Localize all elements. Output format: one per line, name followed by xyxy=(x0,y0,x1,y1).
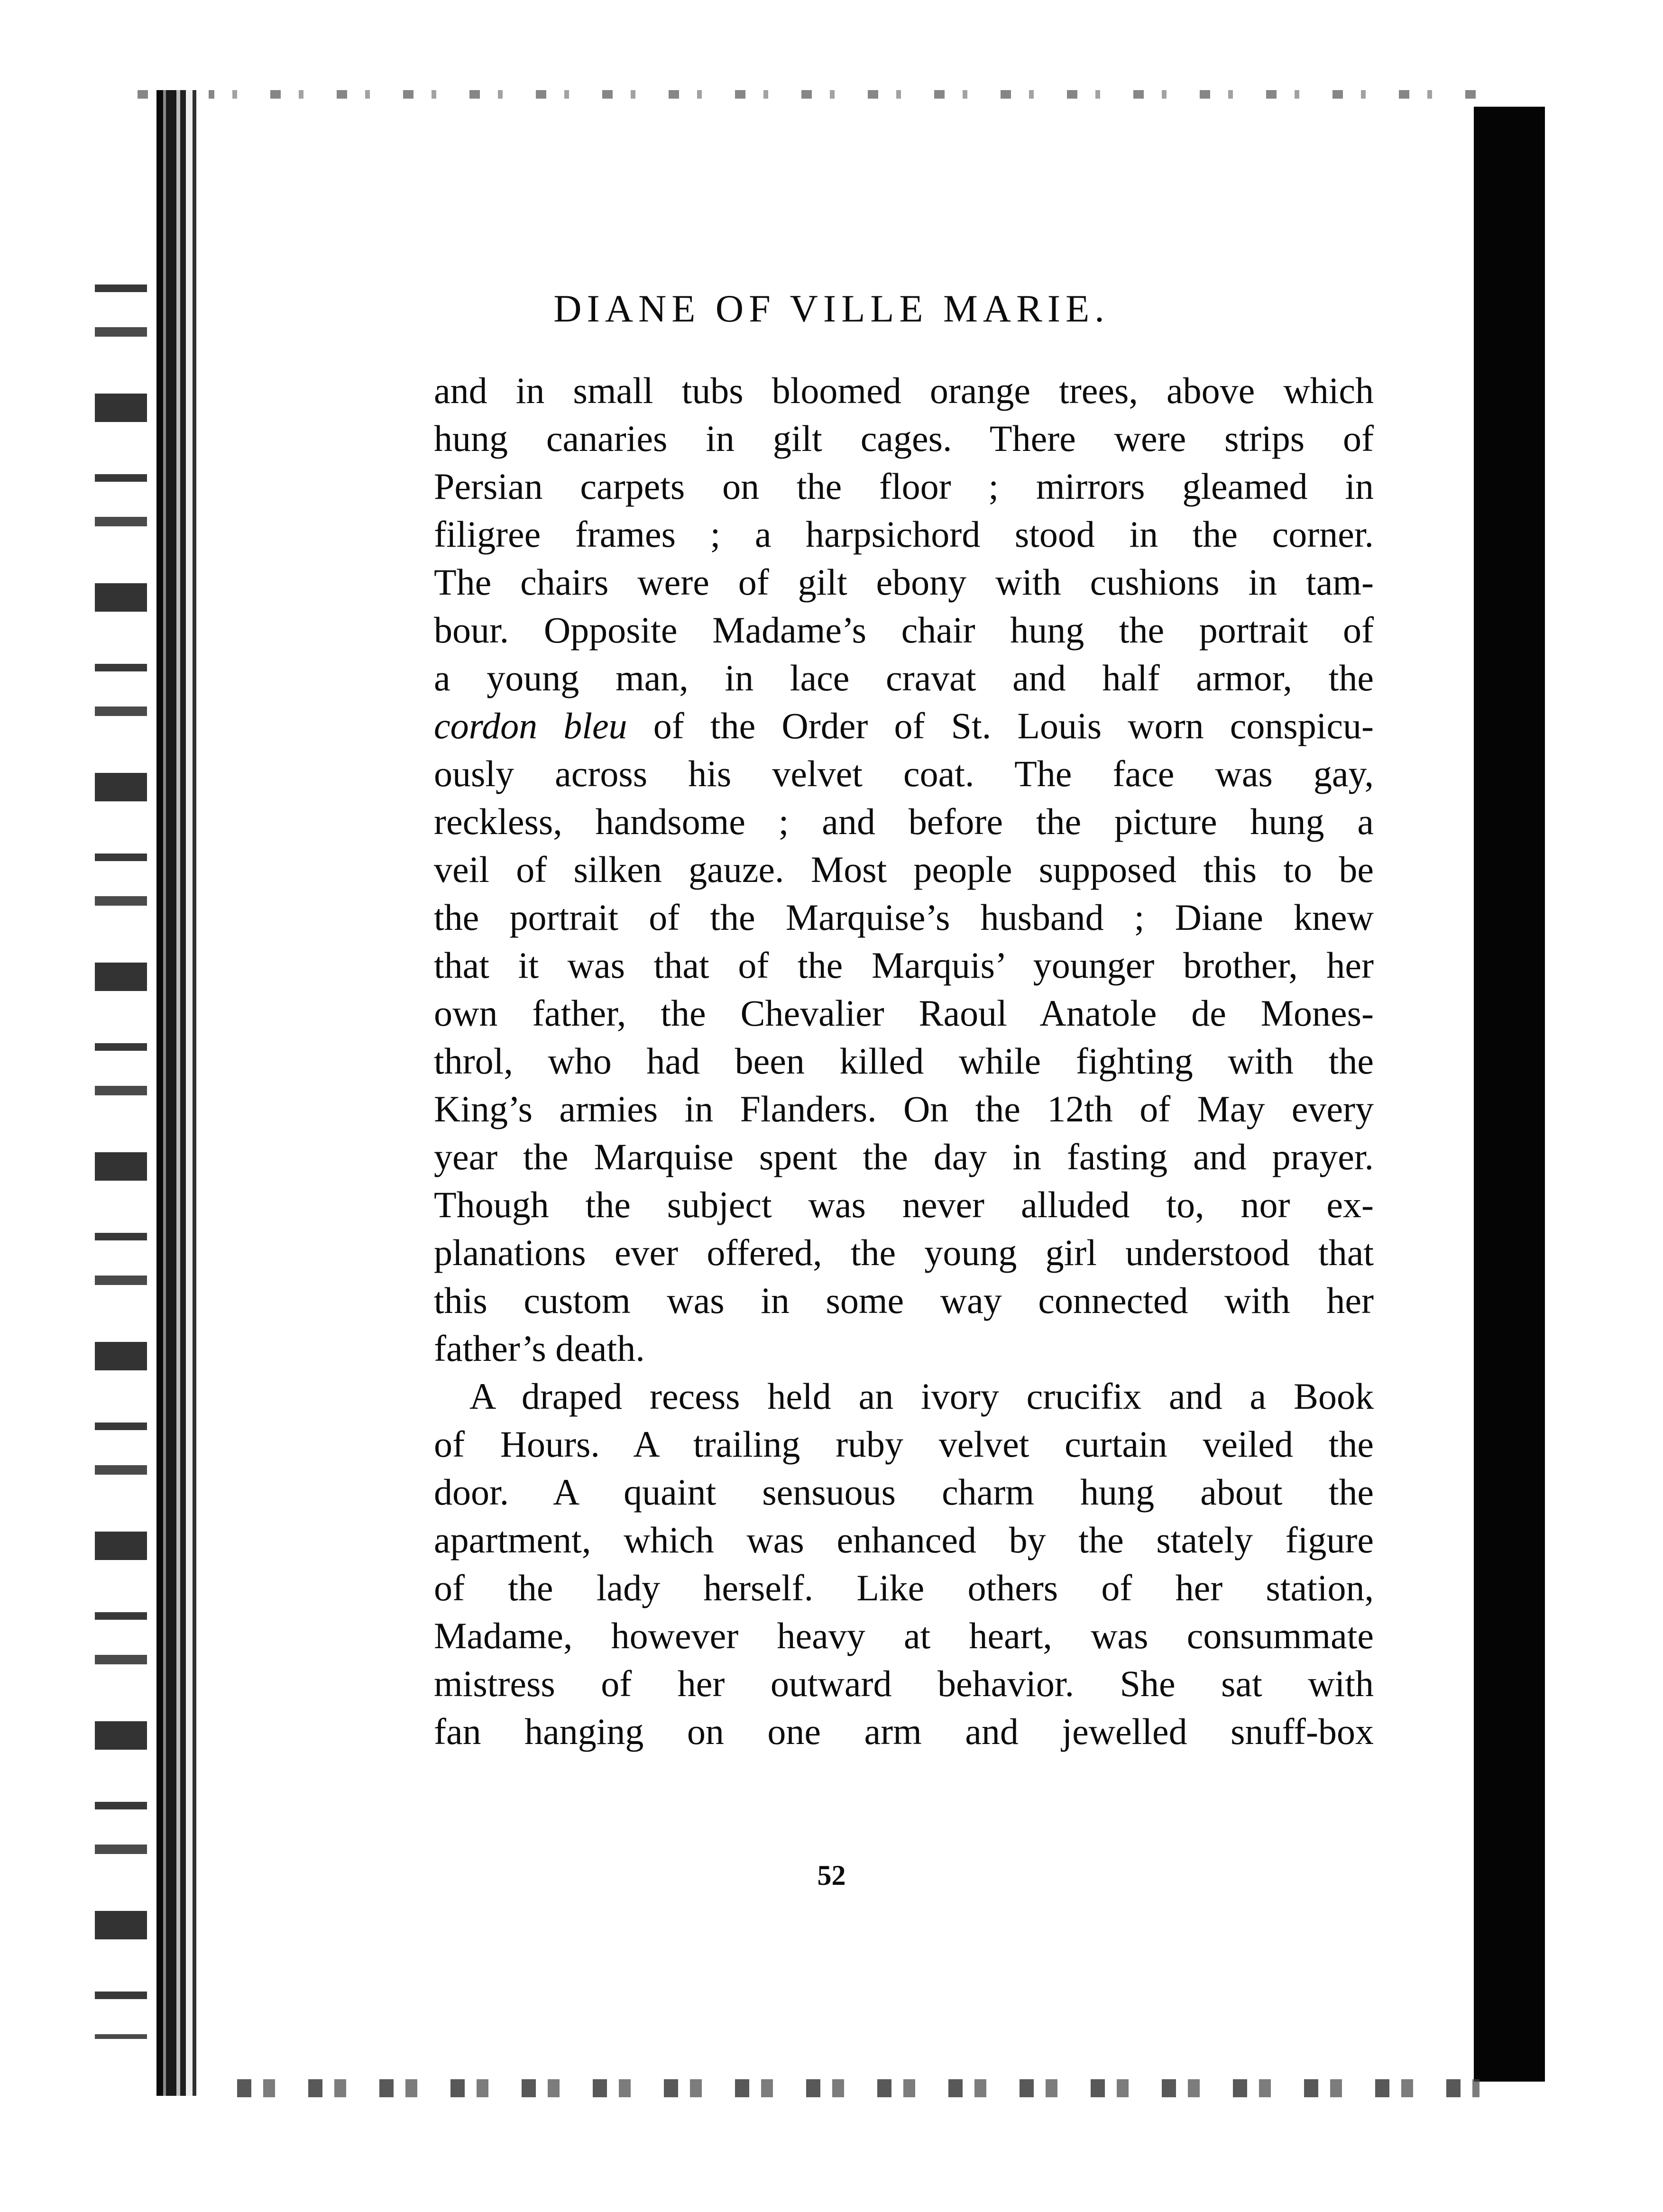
text-line: bour. Opposite Madame’s chair hung the portrait of xyxy=(434,609,1374,651)
scan-top-edge xyxy=(138,90,1494,99)
text-line xyxy=(434,702,1374,750)
text-line: King’s armies in Flanders. On the 12th of May every xyxy=(434,1088,1374,1129)
text-line: that it was that of the Marquis’ younger brother, her xyxy=(434,945,1374,986)
text-line: father’s death. xyxy=(434,1328,645,1369)
text-line: reckless, handsome ; and before the picture hung a xyxy=(434,801,1374,842)
text-line-rest: of the Order of St. Louis worn conspicu- xyxy=(627,705,1374,746)
text-line: The chairs were of gilt ebony with cushions in tam- xyxy=(434,561,1374,603)
text-line: this custom was in some way connected with her xyxy=(434,1280,1374,1321)
text-line: throl, who had been killed while fighting with the xyxy=(434,1040,1374,1082)
text-line: of Hours. A trailing ruby velvet curtain veiled the xyxy=(434,1423,1374,1465)
text-line: Madame, however heavy at heart, was consummate xyxy=(434,1615,1374,1656)
text-line: planations ever offered, the young girl understood that xyxy=(434,1232,1374,1273)
paragraph-2 xyxy=(434,1372,1374,1755)
text-line: a young man, in lace cravat and half armor, the xyxy=(434,657,1374,698)
italic-phrase: cordon bleu xyxy=(434,705,627,746)
text-line: the portrait of the Marquise’s husband ; Diane knew xyxy=(434,897,1374,938)
scan-left-speckle xyxy=(95,285,147,2039)
text-line: filigree frames ; a harpsichord stood in the corner. xyxy=(434,514,1374,555)
text-line: hung canaries in gilt cages. There were strips of xyxy=(434,418,1374,459)
scan-left-binding xyxy=(156,90,209,2096)
text-line: ously across his velvet coat. The face was gay, xyxy=(434,753,1374,794)
text-line: year the Marquise spent the day in fasting and prayer. xyxy=(434,1136,1374,1177)
page-number: 52 xyxy=(817,1860,846,1891)
running-head: DIANE OF VILLE MARIE. xyxy=(553,287,1110,330)
text-line: Though the subject was never alluded to, nor ex- xyxy=(434,1184,1374,1225)
body-text xyxy=(434,367,1374,1755)
text-line: and in small tubs bloomed orange trees, above which xyxy=(434,370,1374,411)
text-line: apartment, which was enhanced by the stately figure xyxy=(434,1519,1374,1560)
text-line: own father, the Chevalier Raoul Anatole de Mones- xyxy=(434,992,1374,1034)
text-line: fan hanging on one arm and jewelled snuff-box xyxy=(434,1711,1374,1752)
text-line: Persian carpets on the floor ; mirrors gleamed in xyxy=(434,466,1374,507)
scan-right-dark-edge xyxy=(1474,107,1545,2082)
text-line: mistress of her outward behavior. She sat with xyxy=(434,1663,1374,1704)
text-line: of the lady herself. Like others of her station, xyxy=(434,1567,1374,1608)
text-line: veil of silken gauze. Most people supposed this to be xyxy=(434,849,1374,890)
text-line: door. A quaint sensuous charm hung about the xyxy=(434,1471,1374,1513)
scan-bottom-edge xyxy=(237,2079,1479,2097)
text-line: A draped recess held an ivory crucifix and a Book xyxy=(469,1376,1374,1417)
paragraph-1 xyxy=(434,367,1374,1372)
